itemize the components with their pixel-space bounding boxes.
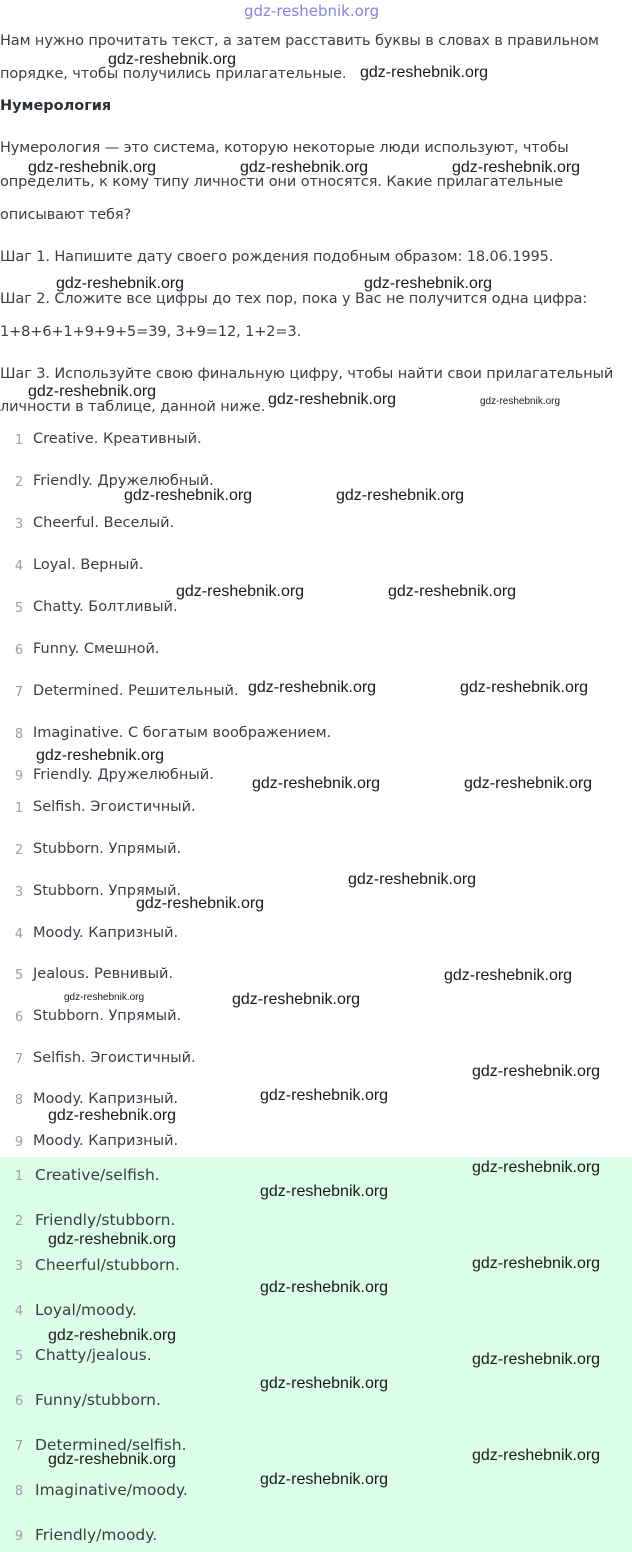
intro-line-1: Нумерология — это система, которую некоторые люди используют, чтобы	[0, 140, 569, 156]
list-item-text: Friendly. Дружелюбный.	[33, 473, 214, 489]
watermark: gdz-reshebnik.org	[48, 1327, 177, 1344]
list-item-number: 2	[14, 475, 24, 490]
watermark: gdz-reshebnik.org	[108, 51, 237, 68]
watermark: gdz-reshebnik.org	[452, 159, 581, 176]
section-heading: Нумерология	[0, 98, 112, 114]
list-item-number: 5	[14, 601, 24, 616]
list-item-text: Stubborn. Упрямый.	[33, 841, 182, 857]
list-item-number: 4	[14, 927, 24, 942]
list-item-text: Moody. Капризный.	[33, 925, 179, 941]
watermark: gdz-reshebnik.org	[240, 159, 369, 176]
list-item-text: Selfish. Эгоистичный.	[33, 1050, 196, 1066]
answer-text: Funny/stubborn.	[35, 1391, 161, 1409]
list-item-text: Imaginative. С богатым воображением.	[33, 725, 332, 741]
watermark: gdz-reshebnik.org	[28, 383, 157, 400]
answer-text: Determined/selfish.	[35, 1436, 187, 1454]
answer-number: 5	[14, 1349, 24, 1364]
watermark: gdz-reshebnik.org	[460, 679, 589, 696]
answer-number: 8	[14, 1484, 24, 1499]
answer-number: 7	[14, 1439, 24, 1454]
list-item-number: 3	[14, 517, 24, 532]
watermark: gdz-reshebnik.org	[336, 487, 465, 504]
step-3-line-1: Шаг 3. Используйте свою финальную цифру, чтобы найти свои прилагательный	[0, 366, 614, 382]
watermark: gdz-reshebnik.org	[388, 583, 517, 600]
list-item-number: 3	[14, 885, 24, 900]
watermark: gdz-reshebnik.org	[252, 775, 381, 792]
list-item-number: 4	[14, 559, 24, 574]
answer-text: Chatty/jealous.	[35, 1346, 152, 1364]
watermark: gdz-reshebnik.org	[360, 64, 489, 81]
list-item-number: 7	[14, 1052, 24, 1067]
answer-number: 9	[14, 1529, 24, 1544]
watermark: gdz-reshebnik.org	[472, 1255, 601, 1272]
list-item-number: 8	[14, 1093, 24, 1108]
answer-text: Cheerful/stubborn.	[35, 1256, 180, 1274]
list-item-number: 5	[14, 968, 24, 983]
answer-number: 1	[14, 1169, 24, 1184]
watermark: gdz-reshebnik.org	[260, 1183, 389, 1200]
watermark: gdz-reshebnik.org	[268, 391, 397, 408]
watermark: gdz-reshebnik.org	[472, 1063, 601, 1080]
list-item-number: 9	[14, 1135, 24, 1150]
watermark: gdz-reshebnik.org	[464, 775, 593, 792]
list-item-text: Moody. Капризный.	[33, 1133, 179, 1149]
answer-number: 4	[14, 1304, 24, 1319]
list-item-text: Stubborn. Упрямый.	[33, 1008, 182, 1024]
watermark: gdz-reshebnik.org	[36, 747, 165, 764]
list-item-number: 1	[14, 433, 24, 448]
task-line-1: Нам нужно прочитать текст, а затем расставить буквы в словах в правильном	[0, 33, 599, 49]
answer-text: Creative/selfish.	[35, 1166, 160, 1184]
list-item-text: Stubborn. Упрямый.	[33, 883, 182, 899]
step-2-example: 1+8+6+1+9+9+5=39, 3+9=12, 1+2=3.	[0, 324, 302, 340]
watermark: gdz-reshebnik.org	[232, 991, 361, 1008]
watermark: gdz-reshebnik.org	[472, 1447, 601, 1464]
watermark: gdz-reshebnik.org	[480, 396, 561, 407]
list-item-text: Determined. Решительный.	[33, 683, 239, 699]
list-item-text: Jealous. Ревнивый.	[33, 966, 174, 982]
list-item-text: Friendly. Дружелюбный.	[33, 767, 214, 783]
list-item-number: 1	[14, 801, 24, 816]
watermark: gdz-reshebnik.org	[136, 895, 265, 912]
watermark: gdz-reshebnik.org	[28, 159, 157, 176]
step-2: Шаг 2. Сложите все цифры до тех пор, пока у Вас не получится одна цифра:	[0, 291, 588, 307]
watermark: gdz-reshebnik.org	[48, 1231, 177, 1248]
watermark: gdz-reshebnik.org	[64, 992, 145, 1003]
list-item-text: Selfish. Эгоистичный.	[33, 799, 196, 815]
watermark: gdz-reshebnik.org	[260, 1279, 389, 1296]
list-item-text: Creative. Креативный.	[33, 431, 202, 447]
watermark: gdz-reshebnik.org	[444, 967, 573, 984]
watermark: gdz-reshebnik.org	[472, 1159, 601, 1176]
intro-line-3: описывают тебя?	[0, 207, 132, 223]
watermark: gdz-reshebnik.org	[48, 1451, 177, 1468]
list-item-number: 7	[14, 685, 24, 700]
watermark: gdz-reshebnik.org	[472, 1351, 601, 1368]
task-line-2: порядке, чтобы получились прилагательные.	[0, 66, 347, 82]
answer-text: Friendly/stubborn.	[35, 1211, 176, 1229]
watermark: gdz-reshebnik.org	[260, 1375, 389, 1392]
answer-text: Loyal/moody.	[35, 1301, 137, 1319]
list-item-text: Cheerful. Веселый.	[33, 515, 175, 531]
answer-number: 6	[14, 1394, 24, 1409]
list-item-text: Loyal. Верный.	[33, 557, 144, 573]
watermark: gdz-reshebnik.org	[248, 679, 377, 696]
watermark: gdz-reshebnik.org	[56, 275, 185, 292]
step-1: Шаг 1. Напишите дату своего рождения подобным образом: 18.06.1995.	[0, 249, 554, 265]
step-3-line-2: личности в таблице, данной ниже.	[0, 399, 266, 415]
answer-text: Imaginative/moody.	[35, 1481, 188, 1499]
list-item-number: 9	[14, 769, 24, 784]
list-item-text: Chatty. Болтливый.	[33, 599, 178, 615]
list-item-text: Moody. Капризный.	[33, 1091, 179, 1107]
list-item-number: 8	[14, 727, 24, 742]
answer-text: Friendly/moody.	[35, 1526, 158, 1544]
list-item-text: Funny. Смешной.	[33, 641, 160, 657]
answer-number: 3	[14, 1259, 24, 1274]
watermark: gdz-reshebnik.org	[364, 275, 493, 292]
watermark: gdz-reshebnik.org	[260, 1471, 389, 1488]
list-item-number: 6	[14, 643, 24, 658]
answer-number: 2	[14, 1214, 24, 1229]
list-item-number: 2	[14, 843, 24, 858]
watermark: gdz-reshebnik.org	[48, 1107, 177, 1124]
header-watermark: gdz-reshebnik.org	[244, 2, 380, 20]
watermark: gdz-reshebnik.org	[348, 871, 477, 888]
intro-line-2: определить, к кому типу личности они относятся. Какие прилагательные	[0, 174, 564, 190]
watermark: gdz-reshebnik.org	[176, 583, 305, 600]
list-item-number: 6	[14, 1010, 24, 1025]
watermark: gdz-reshebnik.org	[260, 1087, 389, 1104]
watermark: gdz-reshebnik.org	[124, 487, 253, 504]
